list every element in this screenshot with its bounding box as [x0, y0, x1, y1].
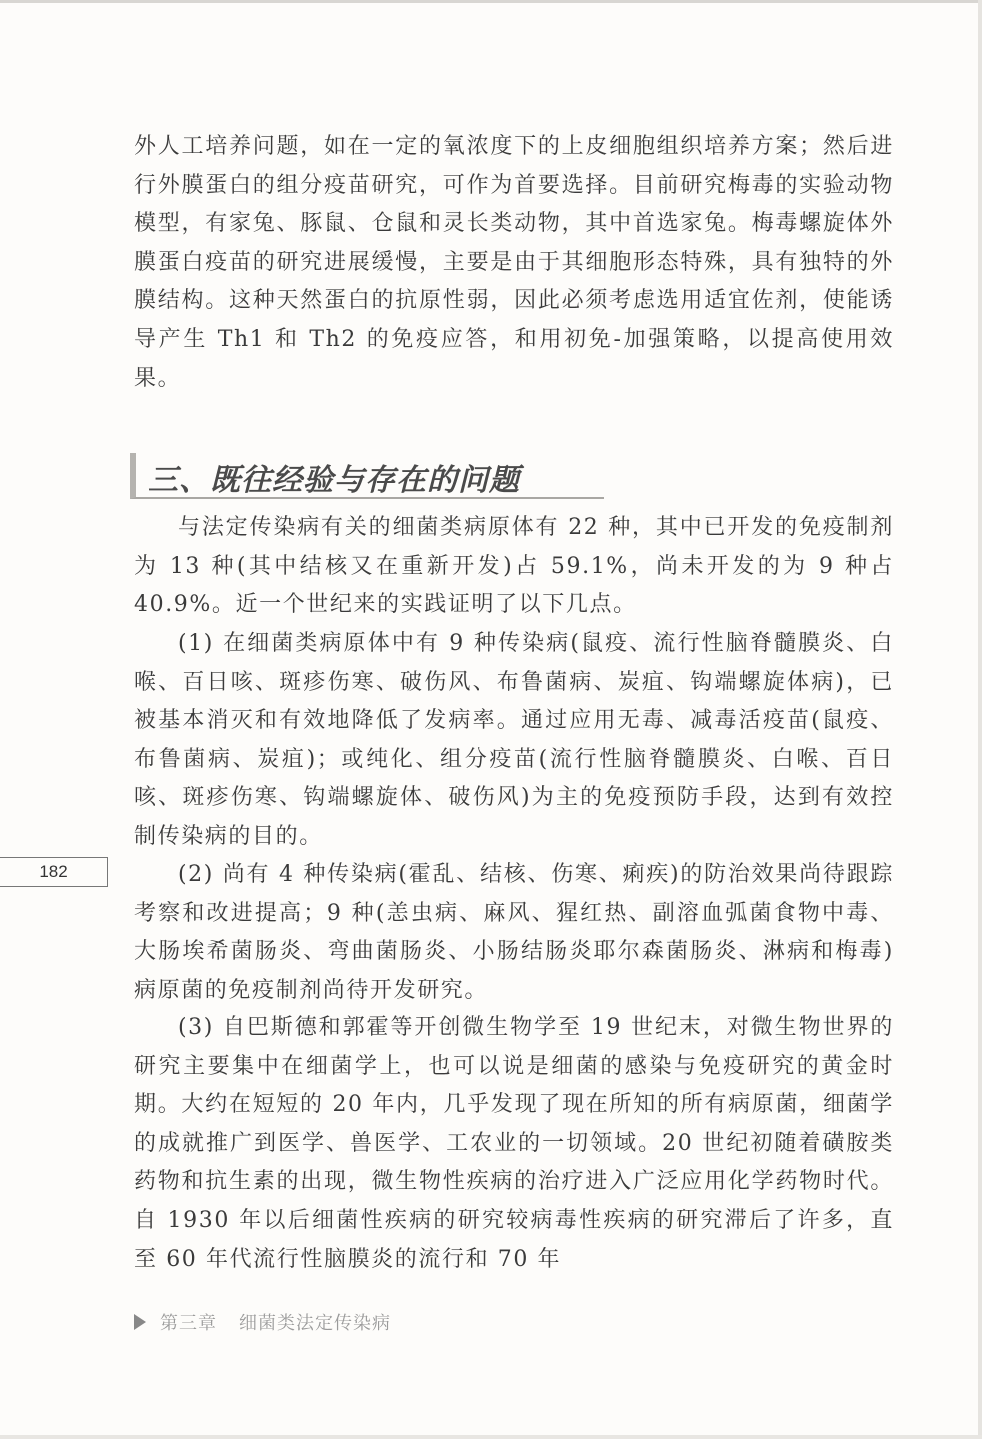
- running-footer: [134, 1310, 391, 1334]
- section-heading: [130, 453, 604, 499]
- footer-title: 细菌类法定传染病: [239, 1313, 391, 1334]
- page-edge-right: [978, 0, 982, 1439]
- top-rule: [0, 0, 982, 3]
- page-edge-bottom: [0, 1435, 982, 1439]
- section-heading-text: 三、既往经验与存在的问题: [148, 463, 520, 498]
- triangle-arrow-icon: [134, 1314, 146, 1330]
- body-paragraph-3: (2) 尚有 4 种传染病(霍乱、结核、伤寒、痢疾)的防治效果尚待跟踪考察和改进提高；9 种(恙虫病、麻风、猩红热、副溶血弧菌食物中毒、大肠埃希菌肠炎、弯曲菌肠炎、小肠结肠炎耶尔森菌肠炎、淋病和梅毒)病原菌的免疫制剂尚待开发研究。: [134, 862, 894, 1003]
- body-paragraph-2: (1) 在细菌类病原体中有 9 种传染病(鼠疫、流行性脑脊髓膜炎、白喉、百日咳、斑疹伤寒、破伤风、布鲁菌病、炭疽、钩端螺旋体病)，已被基本消灭和有效地降低了发病率。通过应用无毒、减毒活疫苗(鼠疫、布鲁菌病、炭疽)；或纯化、组分疫苗(流行性脑脊髓膜炎、白喉、百日咳、斑疹伤寒、钩端螺旋体、破伤风)为主的免疫预防手段，达到有效控制传染病的目的。: [134, 631, 894, 849]
- footer-chapter: 第三章: [160, 1313, 217, 1334]
- intro-paragraph: 外人工培养问题，如在一定的氧浓度下的上皮细胞组织培养方案；然后进行外膜蛋白的组分疫苗研究，可作为首要选择。目前研究梅毒的实验动物模型，有家兔、豚鼠、仓鼠和灵长类动物，其中首选家兔。梅毒螺旋体外膜蛋白疫苗的研究进展缓慢，主要是由于其细胞形态特殊，具有独特的外膜结构。这种天然蛋白的抗原性弱，因此必须考虑选用适宜佐剂，使能诱导产生 Th1 和 Th2 的免疫应答，和用初免-加强策略，以提高使用效果。: [134, 134, 894, 391]
- body-paragraph-1: 与法定传染病有关的细菌类病原体有 22 种，其中已开发的免疫制剂为 13 种(其中结核又在重新开发)占 59.1%，尚未开发的为 9 种占 40.9%。近一个世纪来的实践证明了以下几点。: [134, 515, 894, 618]
- body-paragraph-4: (3) 自巴斯德和郭霍等开创微生物学至 19 世纪末，对微生物世界的研究主要集中在细菌学上，也可以说是细菌的感染与免疫研究的黄金时期。大约在短短的 20 年内，几乎发现了现在所知的所有病原菌，细菌学的成就推广到医学、兽医学、工农业的一切领域。20 世纪初随着磺胺类药物和抗生素的出现，微生物性疾病的治疗进入广泛应用化学药物时代。自 1930 年以后细菌性疾病的研究较病毒性疾病的研究滞后了许多，直至 60 年代流行性脑膜炎的流行和 70 年: [134, 1015, 894, 1272]
- page-number: 182: [0, 857, 108, 887]
